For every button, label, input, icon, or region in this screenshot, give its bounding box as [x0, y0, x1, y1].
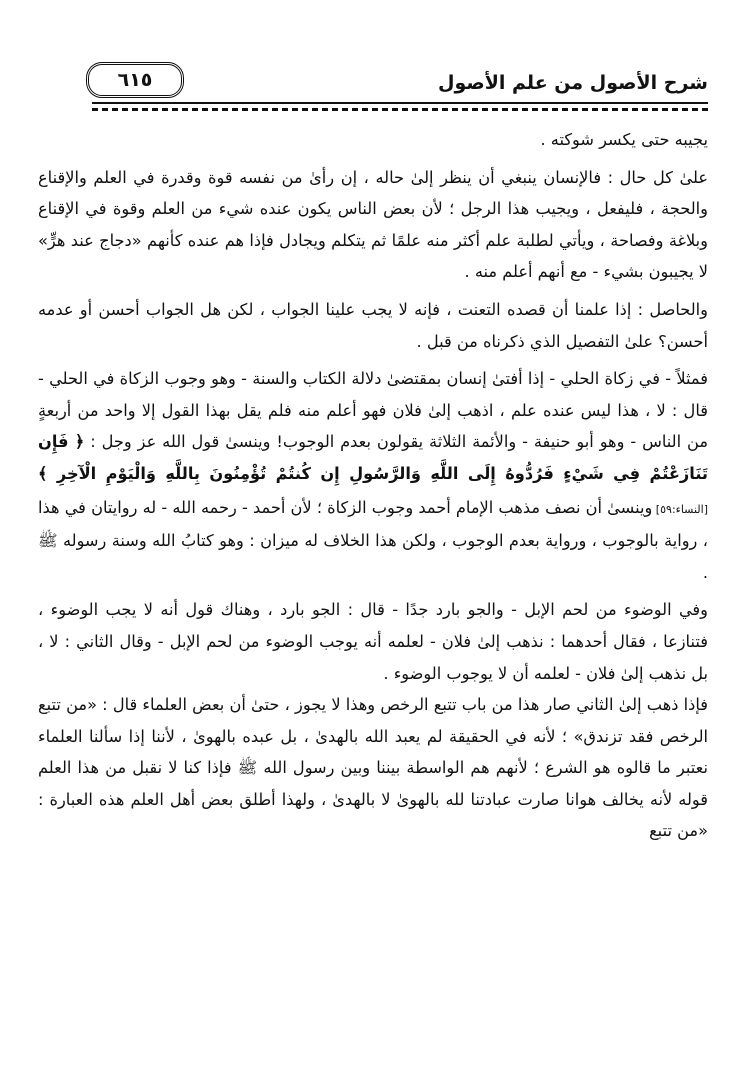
paragraph-3: والحاصل : إذا علمنا أن قصده التعنت ، فإنه لا يجب علينا الجواب ، لكن هل الجواب أحسن أو عدمه أحسن؟ علىٰ التفصيل الذي ذكرناه من قبل . — [38, 299, 708, 351]
paragraph-4-text-a: فمثلاً - في زكاة الحلي - إذا أفتىٰ إنسان بمقتضىٰ دلالة الكتاب والسنة - وهو وجوب الزكاة في الحلي - قال : لا ، هذا ليس عنده علم ، اذهب إلىٰ فلان فهو أعلم منه فلم يقل بهذا القول إلا واحد من أربعةٍ من الناس - وهو أبو حنيفة - والأئمة الثلاثة يقولون بعدم الوجوب! وينسىٰ قول الله عز وجل : — [38, 369, 708, 452]
page-number-badge — [86, 62, 184, 98]
header-rule — [92, 102, 708, 112]
paragraph-1: يجيبه حتى يكسر شوكته . — [540, 130, 708, 149]
page-header — [86, 58, 708, 102]
page-body — [38, 124, 708, 847]
paragraph-5: وفي الوضوء من لحم الإبل - والجو بارد جدًا - قال : الجو بارد ، وهناك قول أنه لا يجب الوضوء ، فتنازعا ، فقال أحدهما : نذهب إلىٰ فلان - لعلمه أنه يوجب الوضوء من لحم الإبل - وقال الثاني : لا ، بل نذهب إلىٰ فلان - لعلمه أن لا يوجوب الوضوء . — [38, 600, 708, 683]
verse-reference: [النساء:٥٩] — [652, 502, 708, 516]
page-number: ٦١٥ — [117, 69, 153, 91]
paragraph-6: فإذا ذهب إلىٰ الثاني صار هذا من باب تتبع الرخص وهذا لا يجوز ، حتىٰ أن بعض العلماء قال : «من تتبع الرخص فقد تزندق» ؛ لأنه في الحقيقة لم يعبد الله بالهدىٰ ، بل عبده بالهوىٰ ، لأننا إذا سألنا العلماء نعتبر ما قالوه هو الشرع ؛ لأنهم هم الواسطة بيننا وبين رسول الله ﷺ فإذا كنا لا نقبل من هذا العلم قوله لأنه يخالف هوانا صارت عبادتنا لله بالهوىٰ لا بالهدىٰ ، ولهذا أطلق بعض أهل العلم هذه العبارة : «من تتبع — [38, 695, 708, 841]
book-title: شرح الأصول من علم الأصول — [438, 72, 708, 94]
paragraph-2: علىٰ كل حال : فالإنسان ينبغي أن ينظر إلىٰ حاله ، إن رأىٰ من نفسه قوة وقدرة في العلم والإقناع والحجة ، فليفعل ، ويجيب هذا الرجل ؛ لأن بعض الناس يكون عنده شيء من العلم وقوة في الإقناع وبلاغة وفصاحة ، ويأتي لطلبة علم أكثر منه علمًا ثم يتكلم ويجادل فإذا هم عنده كأنهم «دجاج عند هرٍّ» لا يجيبون بشيء - مع أنهم أعلم منه . — [38, 167, 708, 282]
quran-verse: ﴿ فَإِن تَنَازَعْتُمْ فِي شَيْءٍ فَرُدُّوهُ إِلَى اللَّهِ وَالرَّسُولِ إِن كُنتُمْ تُؤْمِنُونَ بِاللَّهِ وَالْيَوْمِ الْآخِرِ ﴾ — [38, 432, 708, 483]
paragraph-4 — [38, 363, 708, 588]
paragraph-4-text-b: وينسىٰ أن نصف مذهب الإمام أحمد وجوب الزكاة ؛ لأن أحمد - رحمه الله - له روايتان في هذا ، رواية بالوجوب ، ورواية بعدم الوجوب ، ولكن هذا الخلاف له ميزان : وهو كتابُ الله وسنة رسوله ﷺ . — [38, 497, 708, 582]
